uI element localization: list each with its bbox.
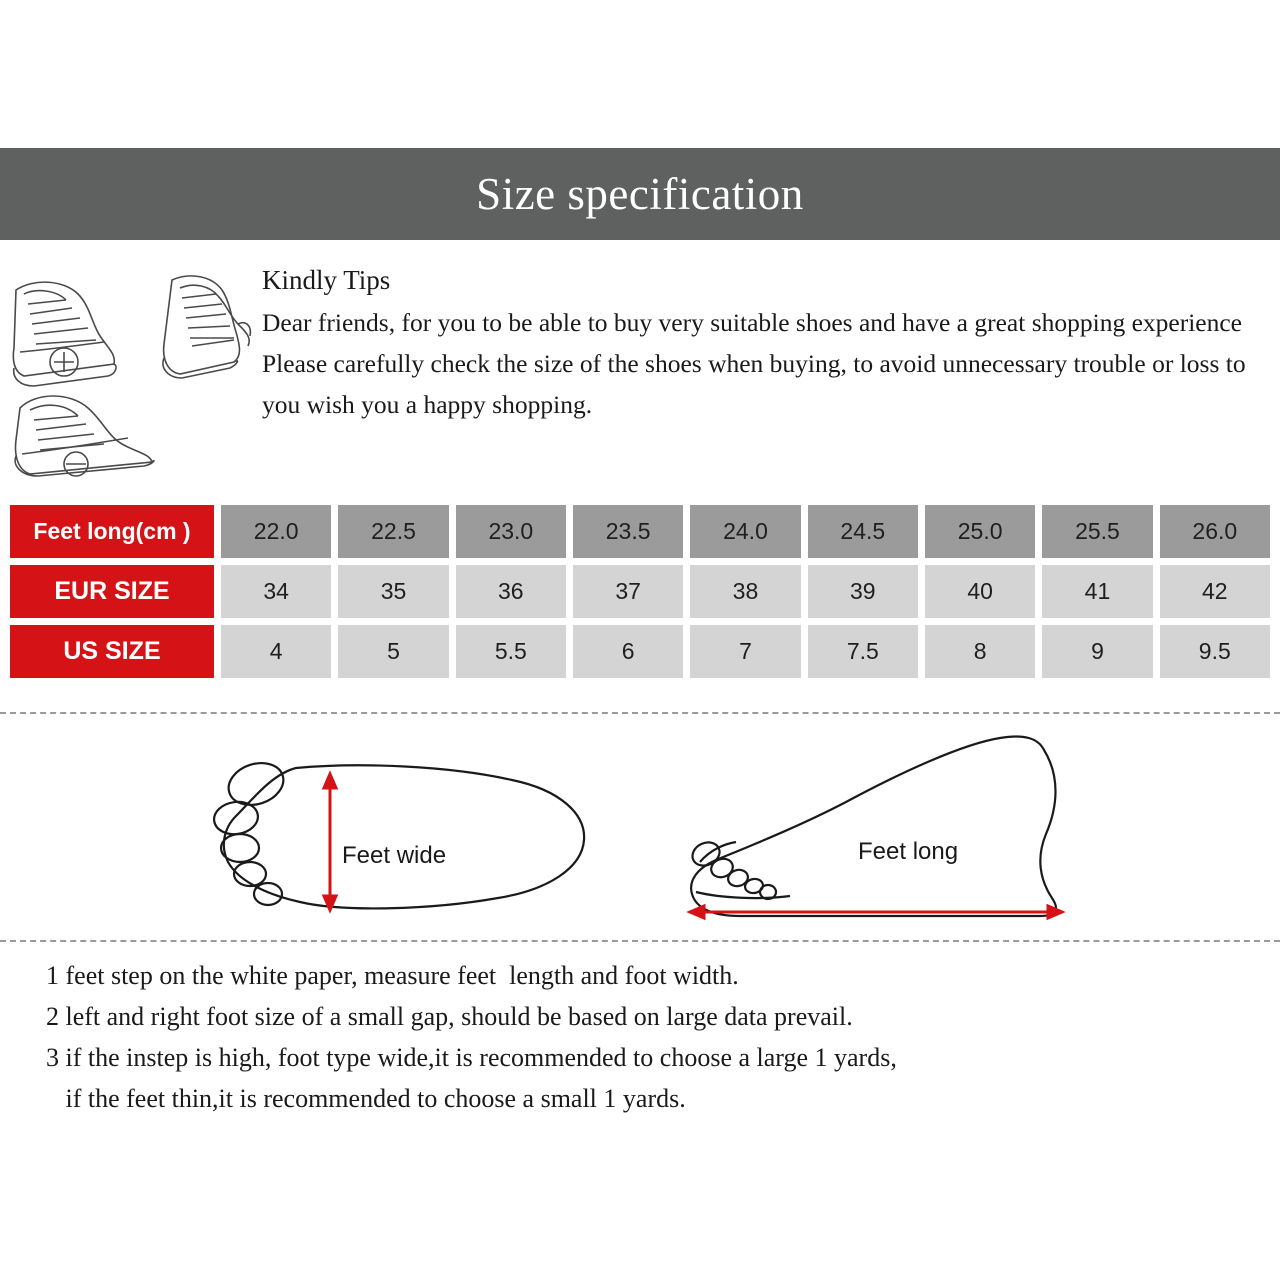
cell-us-8: 9 xyxy=(1042,625,1152,678)
note-line-4: if the feet thin,it is recommended to choose a small 1 yards. xyxy=(46,1084,686,1113)
cell-us-9: 9.5 xyxy=(1160,625,1270,678)
cell-us-7: 8 xyxy=(925,625,1035,678)
table-row xyxy=(10,505,1270,558)
cell-us-3: 5.5 xyxy=(456,625,566,678)
note-line-3: 3 if the instep is high, foot type wide,it is recommended to choose a large 1 yards, xyxy=(46,1043,897,1072)
note-line-1: 1 feet step on the white paper, measure feet length and foot width. xyxy=(46,961,739,990)
cell-eur-4: 37 xyxy=(573,565,683,618)
measurement-notes xyxy=(46,955,1246,1119)
header-bar xyxy=(0,148,1280,240)
kindly-tips xyxy=(262,262,1252,425)
cell-feet-long-5: 24.0 xyxy=(690,505,800,558)
row-label-us-size: US SIZE xyxy=(10,625,214,678)
cell-eur-7: 40 xyxy=(925,565,1035,618)
cell-us-2: 5 xyxy=(338,625,448,678)
row-label-feet-long: Feet long(cm ) xyxy=(10,505,214,558)
tips-heading: Kindly Tips xyxy=(262,265,391,295)
page-title: Size specification xyxy=(476,169,804,219)
divider-bottom xyxy=(0,940,1280,942)
cell-eur-5: 38 xyxy=(690,565,800,618)
divider-top xyxy=(0,712,1280,714)
feet-wide-label: Feet wide xyxy=(342,842,447,869)
foot-measurement-diagrams xyxy=(0,722,1280,937)
sneaker-illustration xyxy=(4,268,254,483)
cell-feet-long-3: 23.0 xyxy=(456,505,566,558)
cell-eur-9: 42 xyxy=(1160,565,1270,618)
cell-eur-3: 36 xyxy=(456,565,566,618)
cell-feet-long-2: 22.5 xyxy=(338,505,448,558)
table-row xyxy=(10,565,1270,618)
table-row xyxy=(10,625,1270,678)
cell-eur-8: 41 xyxy=(1042,565,1152,618)
cell-us-1: 4 xyxy=(221,625,331,678)
cell-eur-1: 34 xyxy=(221,565,331,618)
note-line-2: 2 left and right foot size of a small gap, should be based on large data prevail. xyxy=(46,1002,853,1031)
feet-long-label: Feet long xyxy=(858,838,959,865)
cell-feet-long-8: 25.5 xyxy=(1042,505,1152,558)
cell-us-4: 6 xyxy=(573,625,683,678)
cell-feet-long-9: 26.0 xyxy=(1160,505,1270,558)
cell-us-6: 7.5 xyxy=(808,625,918,678)
cell-feet-long-7: 25.0 xyxy=(925,505,1035,558)
tips-body: Dear friends, for you to be able to buy very suitable shoes and have a great shopping experience Please carefully check the size of the shoes when buying, to avoid unnecessary trouble or loss to you wish you a happy shopping. xyxy=(262,308,1246,419)
cell-eur-2: 35 xyxy=(338,565,448,618)
cell-eur-6: 39 xyxy=(808,565,918,618)
cell-feet-long-4: 23.5 xyxy=(573,505,683,558)
cell-us-5: 7 xyxy=(690,625,800,678)
cell-feet-long-1: 22.0 xyxy=(221,505,331,558)
cell-feet-long-6: 24.5 xyxy=(808,505,918,558)
size-table xyxy=(10,505,1270,685)
row-label-eur-size: EUR SIZE xyxy=(10,565,214,618)
